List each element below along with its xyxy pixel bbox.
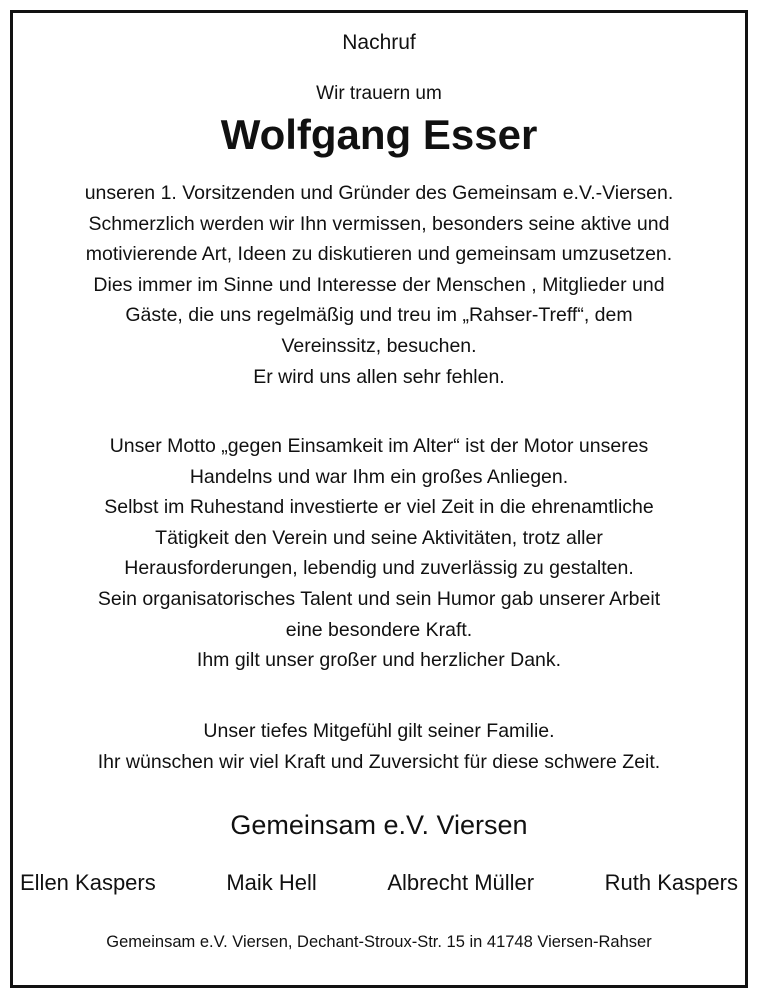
condolence-line: Unser tiefes Mitgefühl gilt seiner Familie.: [203, 720, 555, 742]
signer-name: Ruth Kaspers: [604, 870, 738, 895]
deceased-name: Wolfgang Esser: [220, 111, 538, 158]
tribute-line: unseren 1. Vorsitzenden und Gründer des Gemeinsam e.V.-Viersen.: [84, 182, 674, 204]
paragraph-condolence: [20, 716, 738, 777]
tribute-line: Schmerzlich werden wir Ihn vermissen, besonders seine aktive und: [88, 212, 670, 235]
motto-line: Ihm gilt unser großer und herzlicher Dank.: [196, 649, 562, 672]
organization-name: Gemeinsam e.V. Viersen: [230, 810, 528, 840]
motto-line: Selbst im Ruhestand investierte er viel Zeit in die ehrenamtliche: [104, 496, 654, 519]
tribute-line: Gäste, die uns regelmäßig und treu im „Rahser-Treff“, dem: [125, 304, 633, 327]
motto-line: Unser Motto „gegen Einsamkeit im Alter“ ist der Motor unseres: [109, 435, 649, 457]
signer-name: Maik Hell: [226, 870, 317, 895]
intro-text: Wir trauern um: [316, 83, 442, 104]
paragraph-motto: [20, 431, 738, 676]
condolence-line: Ihr wünschen wir viel Kraft und Zuversicht für diese schwere Zeit.: [97, 750, 661, 773]
obituary-heading: Nachruf: [342, 31, 416, 54]
organization-address: Gemeinsam e.V. Viersen, Dechant-Stroux-Str. 15 in 41748 Viersen-Rahser: [106, 933, 652, 951]
motto-line: Sein organisatorisches Talent und sein Humor gab unserer Arbeit: [97, 587, 661, 610]
motto-line: Herausforderungen, lebendig und zuverlässig zu gestalten.: [124, 557, 634, 580]
signer-name: Ellen Kaspers: [20, 870, 156, 895]
tribute-line: Er wird uns allen sehr fehlen.: [253, 365, 505, 388]
tribute-line: Vereinssitz, besuchen.: [281, 334, 477, 357]
motto-line: eine besondere Kraft.: [285, 618, 473, 641]
motto-line: Tätigkeit den Verein und seine Aktivitäten, trotz aller: [155, 526, 603, 549]
motto-line: Handelns und war Ihm ein großes Anliegen.: [189, 465, 569, 488]
paragraph-tribute: [20, 178, 738, 392]
signer-name: Albrecht Müller: [387, 870, 535, 895]
signers-list: [20, 869, 738, 897]
tribute-line: motivierende Art, Ideen zu diskutieren und gemeinsam umzusetzen.: [85, 243, 673, 266]
tribute-line: Dies immer im Sinne und Interesse der Menschen , Mitglieder und: [93, 273, 665, 296]
